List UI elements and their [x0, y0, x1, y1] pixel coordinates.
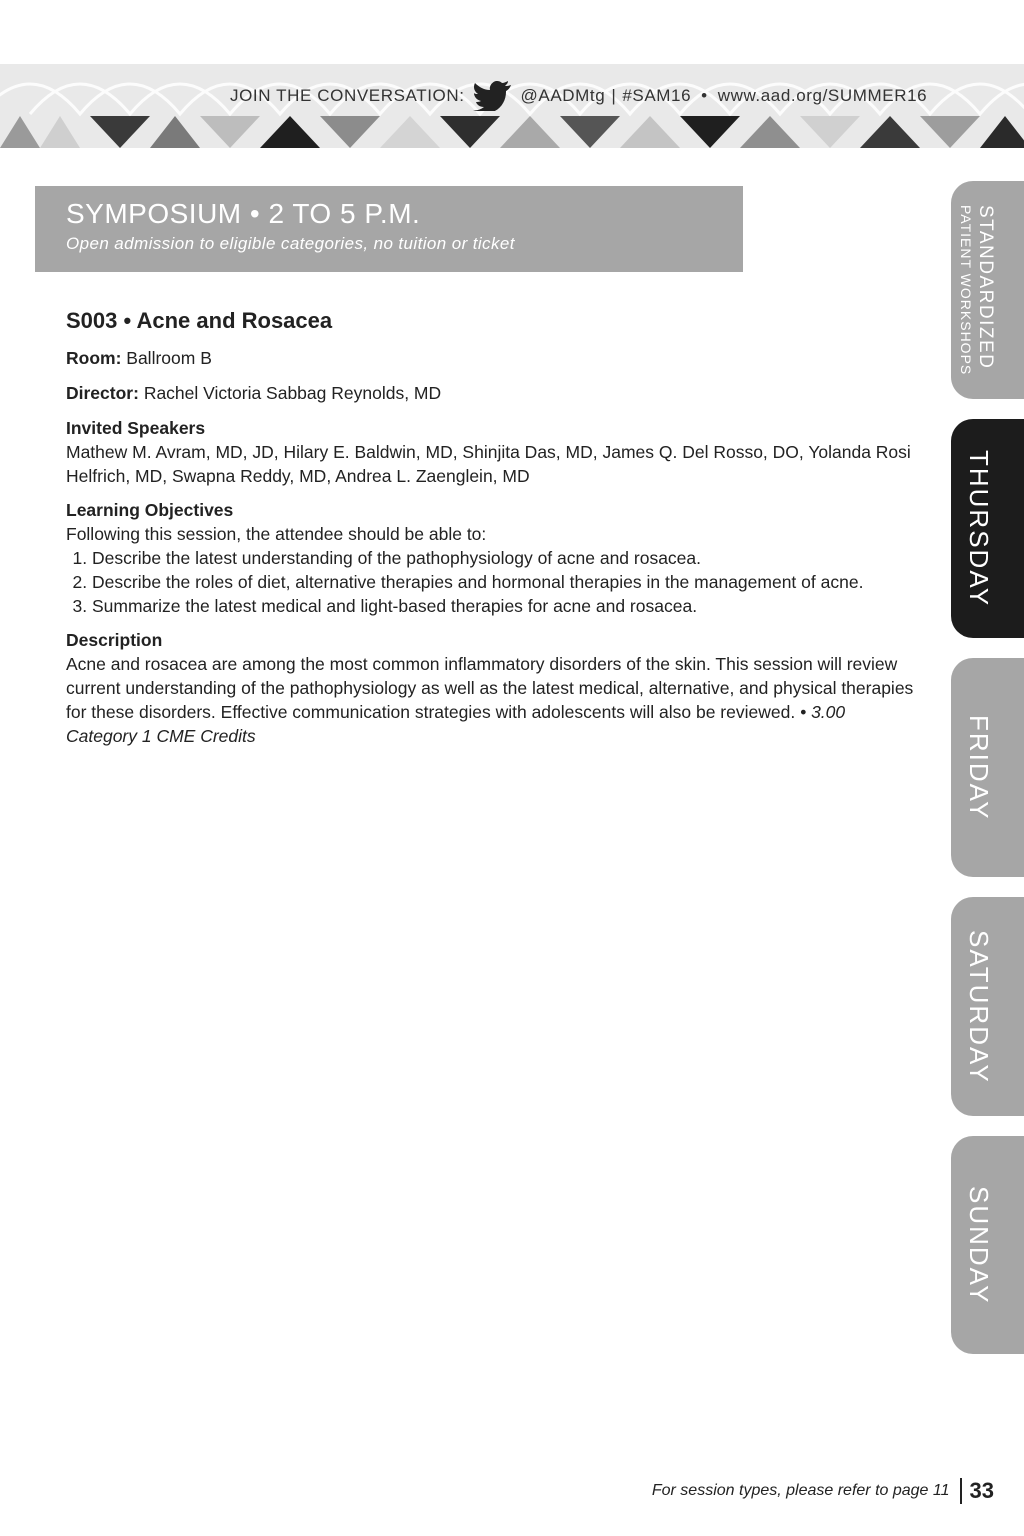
banner-subtitle: Open admission to eligible categories, no tuition or ticket: [66, 234, 515, 253]
twitter-handle[interactable]: @AADMtg: [520, 86, 606, 105]
symposium-banner: [35, 186, 743, 272]
description-text: Acne and rosacea are among the most common inflammatory disorders of the skin. This session will review current understanding of the pathophysiology as well as the latest medical, alternative, and physical therapies for these disorders. Effective communication strategies with adolescents will also be reviewed.: [66, 654, 914, 722]
twitter-bird-icon: [473, 81, 513, 111]
description-section: [66, 628, 916, 748]
director-label: Director:: [66, 383, 139, 403]
learning-objectives-section: [66, 498, 916, 618]
banner-title: SYMPOSIUM • 2 TO 5 P.M.: [66, 198, 421, 229]
invited-speakers-section: [66, 416, 916, 488]
footer-divider: [960, 1478, 962, 1504]
room-value: Ballroom B: [126, 348, 212, 368]
tab-standardized-patient-workshops[interactable]: [951, 181, 1024, 399]
tab-friday[interactable]: [951, 658, 1024, 877]
objectives-heading: Learning Objectives: [66, 500, 234, 520]
tab-label: SUNDAY: [964, 1185, 994, 1305]
speakers-list: Mathew M. Avram, MD, JD, Hilary E. Baldwin, MD, Shinjita Das, MD, James Q. Del Rosso, DO, Yolanda Rosi Helfrich, MD, Swapna Reddy, MD, Andrea L. Zaenglein, MD: [66, 442, 911, 486]
description-heading: Description: [66, 630, 163, 650]
footer-note: For session types, please refer to page 11: [651, 1482, 950, 1499]
website-link[interactable]: www.aad.org/SUMMER16: [717, 86, 928, 105]
bullet: •: [701, 86, 708, 105]
tab-saturday[interactable]: [951, 897, 1024, 1116]
separator: |: [611, 86, 617, 105]
director-value: Rachel Victoria Sabbag Reynolds, MD: [143, 383, 442, 403]
director-line: [66, 381, 916, 405]
room-label: Room:: [66, 348, 122, 368]
session-details: [66, 306, 916, 758]
page-number: 33: [969, 1478, 994, 1503]
speakers-heading: Invited Speakers: [66, 418, 206, 438]
hashtag[interactable]: #SAM16: [622, 86, 692, 105]
objective-item: 1. Describe the latest understanding of the pathophysiology of acne and rosacea.: [92, 546, 916, 570]
tab-thursday[interactable]: [951, 419, 1024, 638]
tab-label-line1: STANDARDIZED: [975, 204, 996, 370]
tab-label: THURSDAY: [964, 449, 994, 608]
objective-item: 2. Describe the roles of diet, alternative therapies and hormonal therapies in the management of acne.: [92, 570, 916, 594]
join-label: JOIN THE CONVERSATION:: [230, 86, 465, 105]
tab-sunday[interactable]: [951, 1136, 1024, 1354]
objectives-list: [66, 546, 916, 618]
room-line: [66, 346, 916, 370]
objectives-intro: Following this session, the attendee should be able to:: [66, 524, 487, 544]
cme-credits: • 3.00 Category 1 CME Credits: [66, 702, 846, 746]
tab-label: SATURDAY: [964, 929, 994, 1084]
session-title: S003 • Acne and Rosacea: [66, 308, 333, 333]
tab-label-line2: PATIENT WORKSHOPS: [958, 204, 974, 376]
objective-item: 3. Summarize the latest medical and light-based therapies for acne and rosacea.: [92, 594, 916, 618]
page-footer: [652, 1478, 994, 1504]
join-conversation-line: [230, 84, 927, 108]
tab-label: FRIDAY: [964, 714, 994, 821]
